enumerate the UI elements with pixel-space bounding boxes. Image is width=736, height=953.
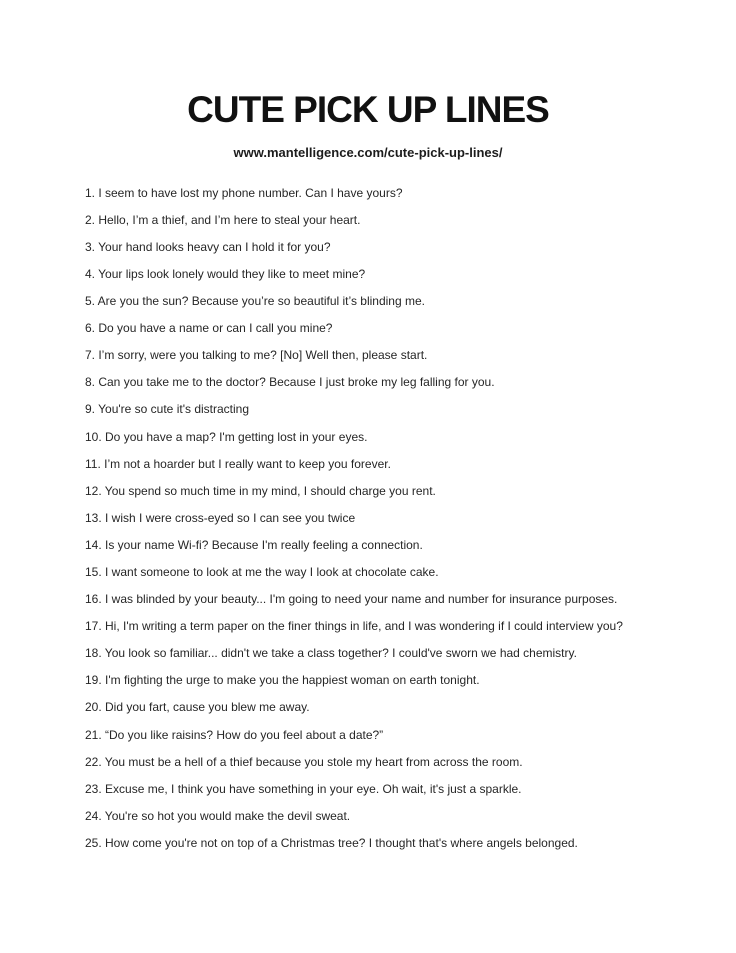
list-item: 10. Do you have a map? I'm getting lost in your eyes. — [85, 429, 368, 444]
list-item: 7. I’m sorry, were you talking to me? [No] Well then, please start. — [85, 348, 428, 363]
page-title: CUTE PICK UP LINES — [187, 89, 549, 130]
list-item: 22. You must be a hell of a thief because you stole my heart from across the room. — [85, 754, 523, 769]
list-item: 3. Your hand looks heavy can I hold it for you? — [85, 239, 331, 254]
list-item: 18. You look so familiar... didn't we take a class together? I could've sworn we had chemistry. — [85, 646, 577, 661]
list-item: 21. “Do you like raisins? How do you feel about a date?” — [85, 727, 384, 742]
source-url: www.mantelligence.com/cute-pick-up-lines/ — [233, 144, 503, 160]
list-item: 20. Did you fart, cause you blew me away. — [85, 700, 310, 715]
list-item: 24. You're so hot you would make the devil sweat. — [85, 808, 351, 823]
list-item: 15. I want someone to look at me the way I look at chocolate cake. — [85, 565, 439, 579]
list-item: 19. I'm fighting the urge to make you the happiest woman on earth tonight. — [85, 673, 480, 688]
document-header — [0, 0, 736, 160]
pickup-lines-list — [0, 186, 736, 863]
list-item: 2. Hello, I’m a thief, and I’m here to steal your heart. — [85, 212, 361, 227]
list-item: 9. You're so cute it's distracting — [85, 402, 250, 417]
list-item: 25. How come you're not on top of a Christmas tree? I thought that's where angels belonged. — [85, 835, 578, 850]
list-item: 23. Excuse me, I think you have something in your eye. Oh wait, it's just a sparkle. — [85, 781, 522, 796]
list-item: 8. Can you take me to the doctor? Because I just broke my leg falling for you. — [85, 375, 495, 390]
list-item: 1. I seem to have lost my phone number. Can I have yours? — [85, 185, 403, 200]
list-item: 5. Are you the sun? Because you’re so beautiful it’s blinding me. — [85, 294, 425, 309]
list-item: 11. I’m not a hoarder but I really want to keep you forever. — [85, 456, 391, 471]
list-item: 12. You spend so much time in my mind, I should charge you rent. — [85, 483, 436, 498]
list-item: 13. I wish I were cross-eyed so I can see you twice — [85, 510, 356, 525]
list-item: 14. Is your name Wi-fi? Because I'm really feeling a connection. — [85, 537, 423, 552]
list-item: 16. I was blinded by your beauty... I'm going to need your name and number for insurance purposes. — [85, 592, 618, 607]
list-item: 6. Do you have a name or can I call you mine? — [85, 321, 333, 336]
list-item: 17. Hi, I'm writing a term paper on the finer things in life, and I was wondering if I could interview you? — [85, 619, 623, 634]
list-item: 4. Your lips look lonely would they like to meet mine? — [85, 266, 366, 281]
